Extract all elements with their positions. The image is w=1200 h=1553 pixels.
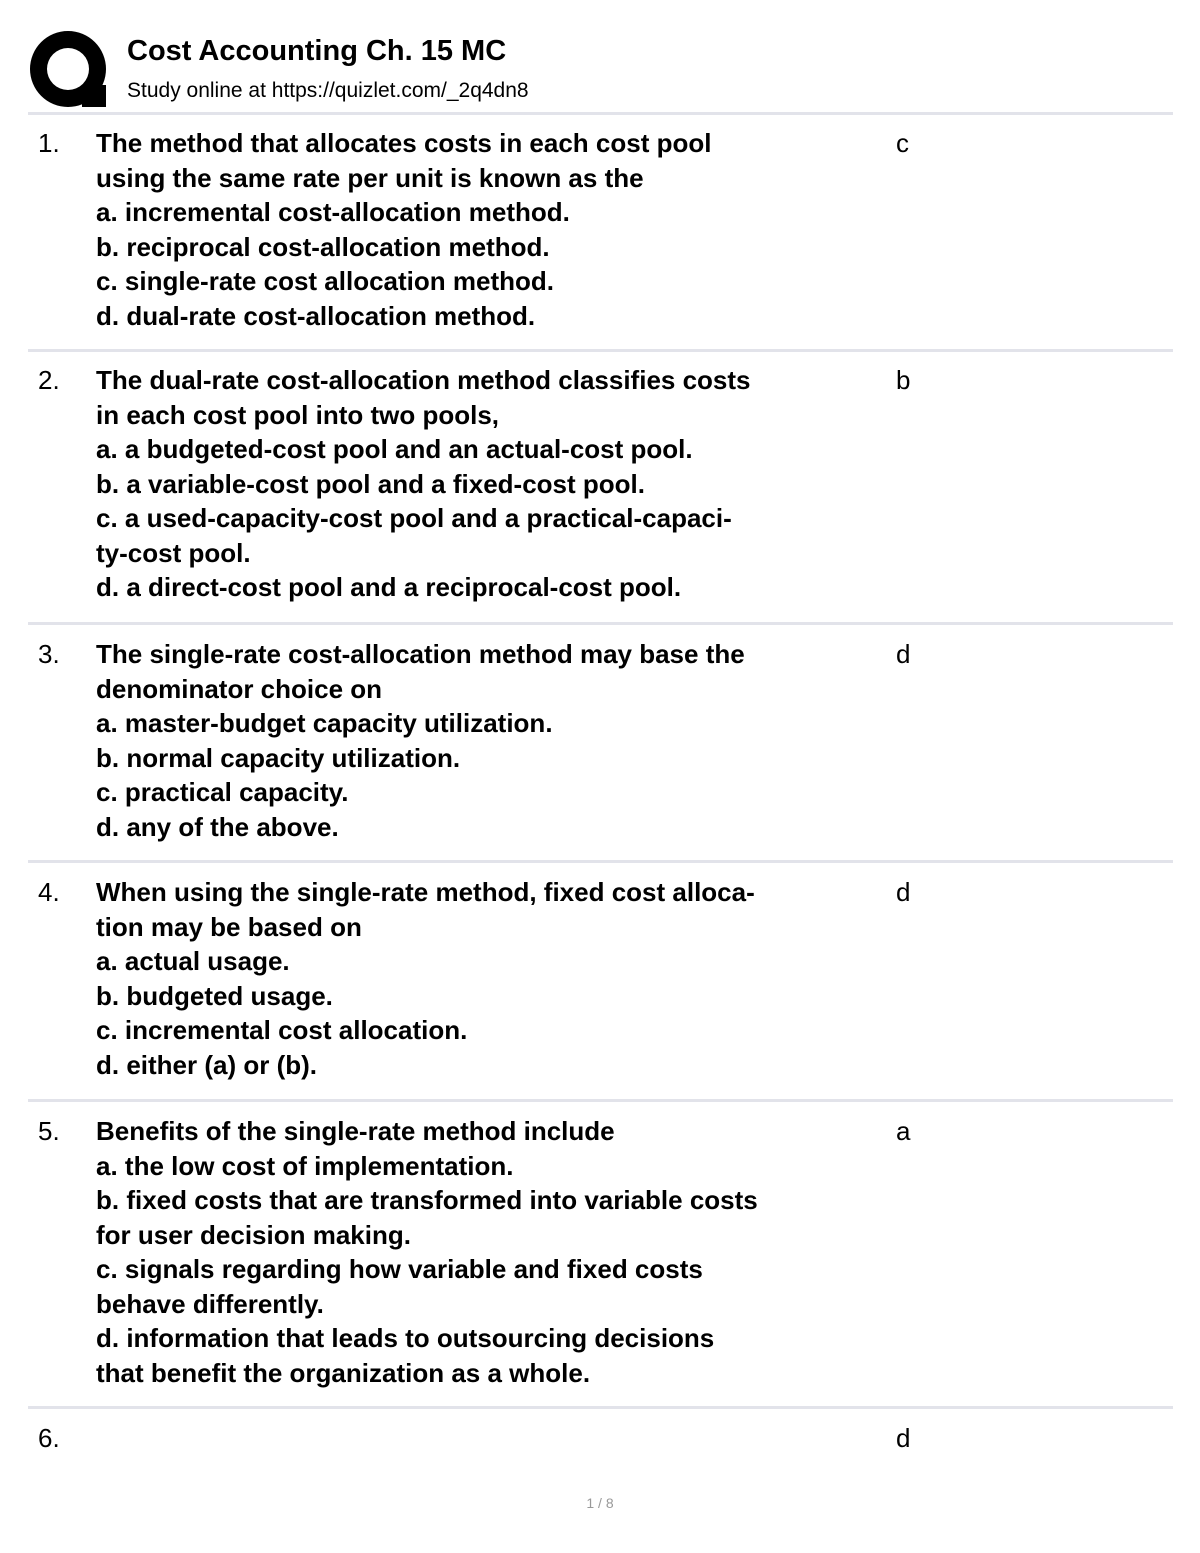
quizlet-logo-icon	[30, 31, 106, 107]
card-answer: d	[896, 877, 911, 907]
question-line: The single-rate cost-allocation method may base the	[96, 639, 745, 669]
option-a: a. a budgeted-cost pool and an actual-cost pool.	[96, 434, 693, 464]
option-d-continued: that benefit the organization as a whole.	[96, 1357, 591, 1388]
card-answer: a	[896, 1116, 911, 1146]
card-question	[96, 126, 896, 333]
question-line: The dual-rate cost-allocation method classifies costs	[96, 365, 751, 395]
option-d: d. dual-rate cost-allocation method.	[96, 300, 536, 331]
option-d: d. information that leads to outsourcing decisions	[96, 1323, 715, 1353]
option-a: a. actual usage.	[96, 946, 290, 976]
card-question	[96, 1114, 896, 1390]
card-question	[96, 875, 896, 1082]
option-c: c. signals regarding how variable and fixed costs	[96, 1254, 703, 1284]
option-a: a. master-budget capacity utilization.	[96, 708, 553, 738]
option-c-continued: behave differently.	[96, 1288, 324, 1319]
page-title: Cost Accounting Ch. 15 MC	[127, 35, 507, 67]
card-question	[96, 637, 896, 844]
option-c-continued: ty-cost pool.	[96, 537, 251, 568]
option-b: b. normal capacity utilization.	[96, 742, 461, 773]
page-number: 1 / 8	[586, 1495, 614, 1511]
card-answer: d	[896, 1423, 911, 1453]
card-divider	[28, 860, 1173, 863]
question-line: The method that allocates costs in each cost pool	[96, 128, 712, 158]
option-d: d. a direct-cost pool and a reciprocal-cost pool.	[96, 572, 682, 602]
card-question	[96, 363, 896, 605]
question-line: When using the single-rate method, fixed cost alloca-	[96, 877, 755, 907]
question-line: denominator choice on	[96, 673, 383, 704]
question-line: in each cost pool into two pools,	[96, 399, 499, 430]
option-b: b. a variable-cost pool and a fixed-cost pool.	[96, 468, 645, 499]
card-divider	[28, 1406, 1173, 1409]
option-a: a. incremental cost-allocation method.	[96, 197, 570, 227]
card-number: 5.	[38, 1116, 60, 1146]
card-number: 3.	[38, 639, 60, 669]
option-b: b. reciprocal cost-allocation method.	[96, 231, 550, 262]
card-answer: d	[896, 639, 911, 669]
card-number: 2.	[38, 365, 60, 395]
card-divider	[28, 622, 1173, 625]
option-b-continued: for user decision making.	[96, 1219, 411, 1250]
question-line: Benefits of the single-rate method include	[96, 1116, 615, 1146]
card-number: 1.	[38, 128, 60, 158]
question-line: tion may be based on	[96, 911, 362, 942]
option-c: c. a used-capacity-cost pool and a practical-capaci-	[96, 503, 732, 533]
option-b: b. fixed costs that are transformed into variable costs	[96, 1185, 758, 1215]
card-answer: b	[896, 365, 911, 395]
option-d: d. either (a) or (b).	[96, 1049, 317, 1080]
option-c: c. practical capacity.	[96, 777, 349, 807]
card-answer: c	[896, 128, 909, 158]
study-link[interactable]: Study online at https://quizlet.com/_2q4dn8	[127, 79, 529, 102]
option-c: c. incremental cost allocation.	[96, 1015, 468, 1045]
card-divider	[28, 349, 1173, 352]
question-line: using the same rate per unit is known as the	[96, 162, 644, 193]
card-divider	[28, 1099, 1173, 1102]
option-a: a. the low cost of implementation.	[96, 1150, 514, 1181]
card-number: 6.	[38, 1423, 60, 1453]
card-number: 4.	[38, 877, 60, 907]
option-d: d. any of the above.	[96, 811, 339, 842]
option-b: b. budgeted usage.	[96, 980, 333, 1011]
header-divider	[28, 112, 1173, 115]
option-c: c. single-rate cost allocation method.	[96, 266, 554, 296]
